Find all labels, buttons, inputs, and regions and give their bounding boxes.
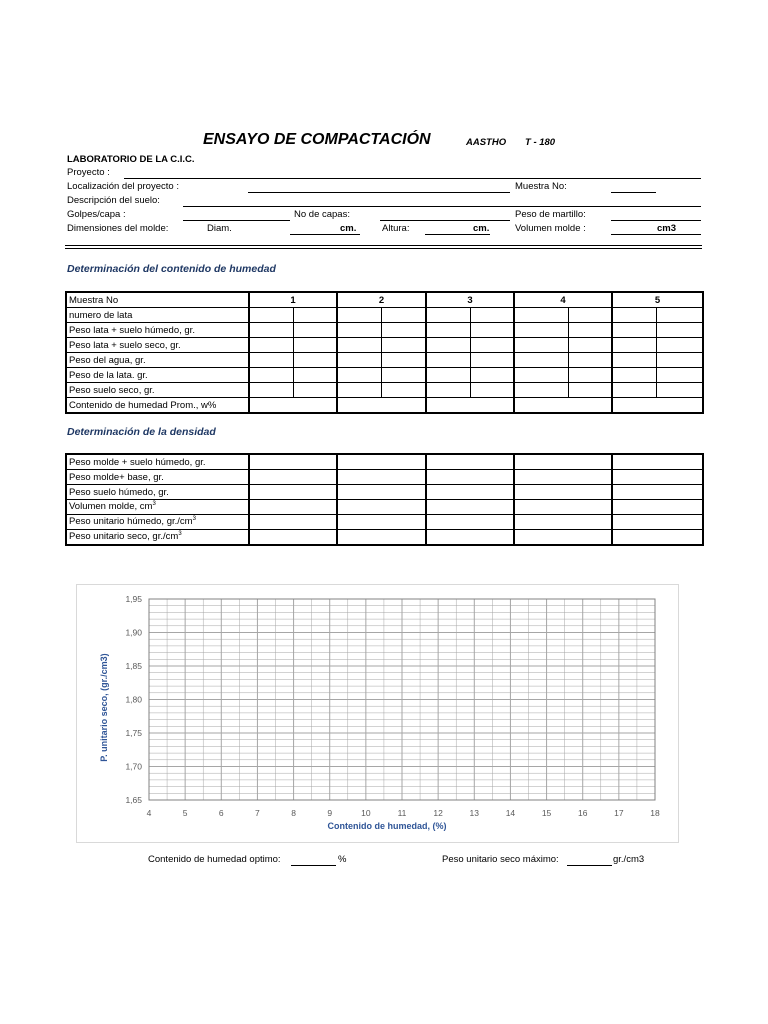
diam-label: Diam. — [207, 223, 232, 234]
y-tick-label: 1,75 — [125, 728, 142, 738]
sample-header-5: 5 — [612, 292, 703, 308]
golpes-label: Golpes/capa : — [67, 209, 126, 220]
x-tick-label: 14 — [505, 808, 516, 818]
sample-header-2: 2 — [337, 292, 426, 308]
sample-header-4: 4 — [514, 292, 612, 308]
x-tick-label: 8 — [291, 808, 296, 818]
sample-header-1: 1 — [249, 292, 337, 308]
unit-seco-label: Peso unitario seco, gr./cm — [69, 531, 179, 543]
densidad-section-title: Determinación de la densidad — [67, 426, 216, 438]
row-label: Peso suelo seco, gr. — [66, 383, 249, 398]
x-tick-label: 9 — [327, 808, 333, 818]
altura-label: Altura: — [382, 223, 410, 234]
y-tick-label: 1,80 — [125, 694, 142, 705]
y-tick-label: 1,70 — [125, 761, 142, 772]
descripcion-label: Descripción del suelo: — [67, 195, 160, 206]
unit-hum-label: Peso unitario húmedo, gr./cm — [69, 516, 193, 528]
row-label: Peso molde + suelo húmedo, gr. — [66, 454, 249, 470]
x-tick-label: 12 — [433, 808, 443, 818]
page-title: ENSAYO DE COMPACTACIÓN — [203, 131, 431, 148]
x-tick-label: 5 — [182, 808, 188, 818]
y-tick-label: 1,65 — [125, 795, 142, 805]
x-tick-label: 16 — [577, 808, 588, 818]
max-label: Peso unitario seco máximo: — [442, 854, 559, 865]
dimensiones-label: Dimensiones del molde: — [67, 223, 169, 234]
peso-martillo-label: Peso de martillo: — [515, 209, 586, 220]
row-label: Peso lata + suelo seco, gr. — [66, 338, 249, 353]
row-label: numero de lata — [66, 308, 249, 323]
row-label: Peso suelo húmedo, gr. — [66, 485, 249, 500]
x-tick-label: 7 — [255, 808, 260, 818]
volumen-label: Volumen molde, cm — [69, 501, 153, 513]
humedad-section-title: Determinación del contenido de humedad — [67, 263, 276, 275]
altura-unit: cm. — [473, 223, 490, 234]
x-tick-label: 18 — [650, 808, 660, 818]
x-tick-label: 4 — [146, 808, 152, 818]
optimo-line[interactable] — [291, 865, 336, 866]
x-tick-label: 17 — [614, 808, 624, 818]
standard-label: AASTHO — [466, 137, 507, 148]
no-capas-label: No de capas: — [294, 209, 350, 220]
muestra-no-header: Muestra No — [66, 292, 249, 308]
x-tick-label: 10 — [361, 808, 371, 818]
lab-name: LABORATORIO DE LA C.I.C. — [67, 154, 195, 165]
standard-code: T - 180 — [525, 137, 556, 148]
superscript: 3 — [152, 501, 156, 508]
row-label: Contenido de humedad Prom., w% — [66, 398, 249, 414]
diam-unit: cm. — [340, 223, 357, 234]
x-tick-label: 11 — [397, 808, 407, 818]
y-axis-label: P. unitario seco, (gr./cm3) — [99, 653, 109, 762]
row-label: Peso de la lata. gr. — [66, 368, 249, 383]
localizacion-label: Localización del proyecto : — [67, 181, 179, 192]
max-unit: gr./cm3 — [613, 854, 645, 865]
max-line[interactable] — [567, 865, 612, 866]
row-label: Peso del agua, gr. — [66, 353, 249, 368]
x-tick-label: 15 — [541, 808, 552, 818]
x-tick-label: 13 — [469, 808, 480, 818]
superscript: 3 — [192, 516, 196, 523]
y-tick-label: 1,95 — [125, 594, 142, 604]
optimo-label: Contenido de humedad optimo: — [148, 854, 281, 865]
y-tick-label: 1,90 — [125, 627, 142, 638]
sample-header-3: 3 — [426, 292, 514, 308]
volumen-molde-unit: cm3 — [657, 223, 677, 234]
superscript: 3 — [178, 531, 182, 538]
row-label: Peso molde+ base, gr. — [66, 470, 249, 485]
row-label: Peso lata + suelo húmedo, gr. — [66, 323, 249, 338]
optimo-unit: % — [338, 854, 347, 865]
x-tick-label: 6 — [218, 808, 224, 818]
proyecto-label: Proyecto : — [67, 167, 110, 178]
y-tick-label: 1,85 — [125, 661, 142, 671]
volumen-molde-label: Volumen molde : — [515, 223, 586, 234]
muestra-label: Muestra No: — [515, 181, 567, 192]
x-axis-label: Contenido de humedad, (%) — [327, 821, 447, 831]
